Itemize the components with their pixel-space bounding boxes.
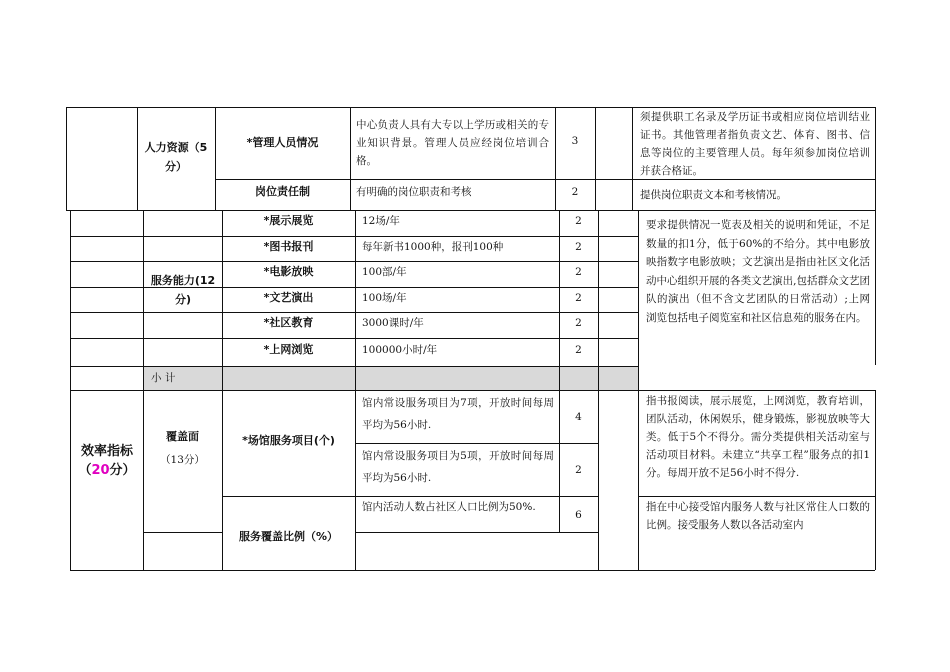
rule <box>70 570 875 571</box>
standard-performance: 100场/年 <box>362 292 407 304</box>
score-performance: 2 <box>575 292 582 304</box>
score-coverage-ratio: 6 <box>575 509 582 521</box>
rule <box>222 366 638 367</box>
rule <box>143 390 144 570</box>
item-film: *电影放映 <box>263 265 314 278</box>
rule <box>222 236 638 237</box>
score-internet: 2 <box>575 344 582 356</box>
item-books: *图书报刊 <box>263 240 314 253</box>
standard-books: 每年新书1000种，报刊100种 <box>362 241 504 253</box>
points-close: 分） <box>109 463 136 478</box>
score-venue-7: 4 <box>575 411 582 423</box>
rule <box>66 107 67 211</box>
rule <box>222 496 598 497</box>
standard-coverage-ratio: 馆内活动人数占社区人口比例为50%. <box>362 501 536 513</box>
coverage-title: 覆盖面 <box>166 430 199 443</box>
rule <box>70 312 222 313</box>
standard-education: 3000课时/年 <box>362 317 424 329</box>
rule <box>66 210 875 211</box>
points-open: （ <box>78 463 92 478</box>
standard-venue-5: 馆内常设服务项目为5项，开放时间每周平均为56小时. <box>362 450 554 484</box>
coverage-points: （13分） <box>160 454 205 466</box>
standard-responsibility: 有明确的岗位职责和考核 <box>356 186 472 198</box>
rule <box>875 390 876 570</box>
rule <box>70 261 222 262</box>
score-books: 2 <box>575 241 582 253</box>
rule <box>70 390 638 391</box>
item-performance: *文艺演出 <box>263 291 314 304</box>
rule <box>598 210 599 391</box>
standard-film: 100部/年 <box>362 266 407 278</box>
standard-exhibition: 12场/年 <box>362 215 400 227</box>
standard-venue-7: 馆内常设服务项目为7项，开放时间每周平均为56小时. <box>362 397 554 431</box>
score-manager: 3 <box>571 135 579 147</box>
standard-internet: 100000小时/年 <box>362 344 438 356</box>
rule <box>355 210 356 391</box>
rule <box>70 236 222 237</box>
item-coverage-ratio: 服务覆盖比例（%） <box>238 530 339 543</box>
score-film: 2 <box>575 266 582 278</box>
item-exhibition: *展示展览 <box>263 214 314 227</box>
rule <box>222 338 638 339</box>
rule <box>70 210 71 391</box>
rule <box>638 210 639 391</box>
rule <box>222 287 638 288</box>
rule <box>70 338 222 339</box>
note-venue: 指书报阅读，展示展览，上网浏览，教育培训，团队活动，休闲娱乐，健身锻炼，影视放映等大类。低于5个不得分。需分类提供相关活动室与活动项目材料。未建立“共享工程”服务点的扣1分。每周开放不足56小时不得分. <box>646 395 870 479</box>
points-value: 20 <box>91 463 110 478</box>
rule <box>598 390 599 570</box>
item-manager: *管理人员情况 <box>246 136 319 149</box>
score-venue-5: 2 <box>575 464 582 476</box>
rule <box>638 496 875 497</box>
rule <box>355 532 598 533</box>
rule <box>632 107 633 211</box>
item-education: *社区教育 <box>263 316 314 329</box>
score-exhibition: 2 <box>575 215 582 227</box>
rule <box>355 390 356 570</box>
rule <box>350 107 351 211</box>
efficiency-title: 效率指标 <box>80 444 133 459</box>
rule <box>595 107 596 211</box>
standard-manager: 中心负责人具有大专以上学历或相关的专业知识背景。管理人员应经岗位培训合格。 <box>356 119 549 167</box>
rule <box>143 210 144 391</box>
item-venue-services: *场馆服务项目(个) <box>242 434 335 447</box>
rule <box>875 210 876 365</box>
rule <box>875 107 876 211</box>
rule <box>638 390 639 570</box>
note-manager: 须提供职工名录及学历证书或相应岗位培训结业证书。其他管理者指负责文艺、体育、图书、信息等岗位的主要管理人员。每年须参加岗位培训并获合格证。 <box>640 111 870 177</box>
rule <box>598 390 875 391</box>
rule <box>70 366 222 367</box>
rule <box>222 261 638 262</box>
category-service: 服务能力(12分) <box>150 274 216 306</box>
efficiency-points <box>71 462 143 480</box>
rule <box>137 107 138 211</box>
note-coverage-ratio: 指在中心接受馆内服务人数与社区常住人口数的比例。接受服务人数以各活动室内 <box>646 501 870 531</box>
score-responsibility: 2 <box>571 186 579 198</box>
item-responsibility: 岗位责任制 <box>255 185 310 198</box>
category-hr: 人力资源（5分） <box>144 141 208 173</box>
rule <box>143 532 222 533</box>
subtotal-shading <box>143 367 638 391</box>
item-internet: *上网浏览 <box>263 343 314 356</box>
rule <box>222 312 638 313</box>
rule <box>355 443 598 444</box>
rule <box>70 390 71 570</box>
score-education: 2 <box>575 317 582 329</box>
note-responsibility: 提供岗位职责文本和考核情况。 <box>640 189 787 201</box>
note-service: 要求提供情况一览表及相关的说明和凭证，不足数量的扣1分，低于60%的不给分。其中电影放映指数字电影放映；文艺演出是指由社区文化活动中心组织开展的各类文艺演出,包括群众文艺团队的演出（但不含文艺团队的日常活动）;上网浏览包括电子阅览室和社区信息苑的服务在内。 <box>646 219 870 324</box>
subtotal-label: 小 计 <box>151 372 176 384</box>
